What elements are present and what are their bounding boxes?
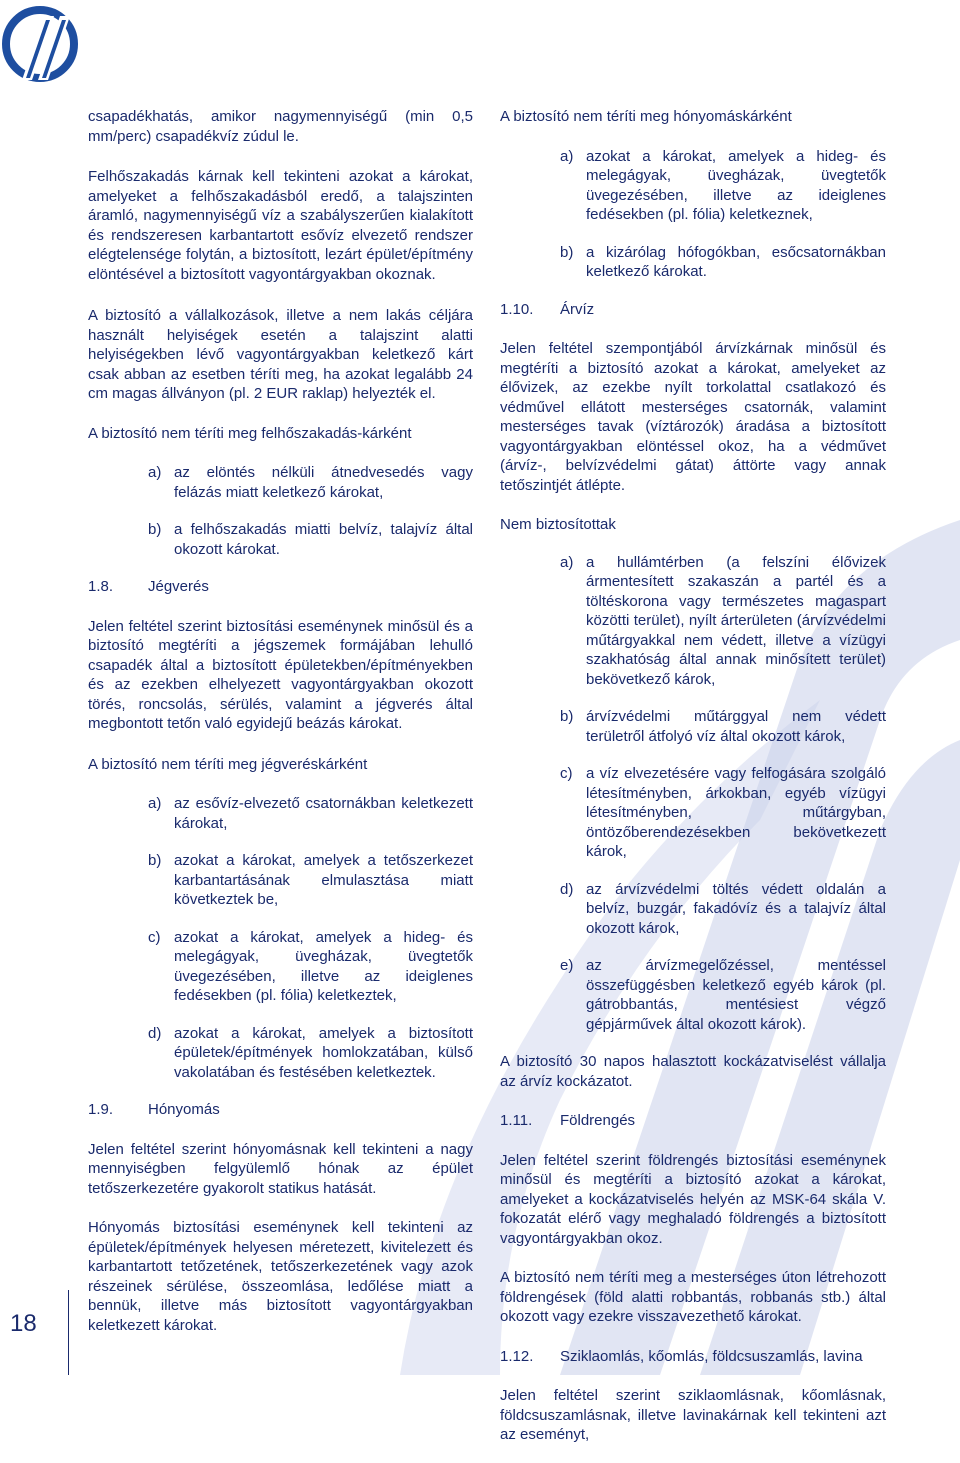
list-item: b) a kizárólag hófogókban, esőcsatornákban keletkező károkat.: [560, 243, 886, 280]
list-item: e) az árvízmegelőzéssel, mentéssel összefüggésben keletkező egyéb károk (pl. gátrobbantás, mentésiest végző gépjárművek által okozott károk).: [560, 957, 886, 1033]
paragraph: Jelen feltétel szerint hónyomásnak kell tekinteni a nagy mennyiségben felgyülemlő hónak az épület tetőszerkezetére gyakorolt statikus hatását.: [88, 1140, 473, 1197]
paragraph: Jelen feltétel szerint biztosítási eseménynek minősül és a biztosító megtéríti a jégszemek formájában lehulló csapadék által a biztosított épületekben/építményekben és az ezekben elhelyezett vagyontárgyakban okozott törés, roncsolás, sérülés, valamint a jégverés által megbontott tetőn való egyidejű beázás károkat.: [88, 617, 473, 732]
exclusion-list: [88, 794, 473, 1082]
paragraph: Jelen feltétel szerint sziklaomlásnak, kőomlásnak, földcsuszamlásnak, illetve lavinakárnak kell tekinteni azt az eseményt,: [500, 1387, 886, 1443]
list-item: a) azokat a károkat, amelyek a hideg- és melegágyak, üvegházak, üvegtetők üvegezésében, illetve az ideiglenes fedésekben (pl. fólia) keletkeznek,: [560, 147, 886, 223]
section-heading: 1.11. Földrengés: [500, 1112, 636, 1129]
page-number: 18: [10, 1310, 37, 1337]
paragraph: csapadékhatás, amikor nagymennyiségű (min 0,5 mm/perc) csapadékvíz zúdul le.: [88, 108, 473, 145]
paragraph: Felhőszakadás kárnak kell tekinteni azokat a károkat, amelyeket a felhőszakadásból eredő, a talajszinten áramló, nagymennyiségű víz a szabályszerűen kialakított és rendszeresen karbantartott esővíz elvezető rendszer elégtelensége folytán, a biztosított, lezárt épület/építmény elöntésével a biztosított vagyontárgyakban okoznak.: [88, 168, 473, 283]
list-item: b) a felhőszakadás miatti belvíz, talajvíz által okozott károkat.: [148, 521, 473, 558]
left-column: [88, 107, 473, 1353]
paragraph: A biztosító nem téríti meg felhőszakadás-kárként: [88, 424, 412, 442]
list-item: a) az elöntés nélküli átnedvesedés vagy felázás miatt keletkező károkat,: [148, 464, 473, 501]
paragraph: Jelen feltétel szerint földrengés biztosítási eseménynek minősül és megtéríti a biztosító azokat a károkat, amelyeket a kockázatviselés helyén az MSK-64 skála V. fokozatát elérő vagy meghaladó földrengés a biztosított vagyontárgyakban okoz.: [500, 1151, 886, 1247]
list-item: c) a víz elvezetésére vagy felfogására szolgáló létesítményben, árkokban, egyéb vízügyi létesítményben, műtárgyban, öntözőberendezésekben bekövetkezett károk,: [560, 765, 886, 860]
section-heading: 1.12. Sziklaomlás, kőomlás, földcsuszamlás, lavina: [500, 1347, 863, 1365]
list-item: a) az esővíz-elvezető csatornákban keletkezett károkat,: [148, 795, 473, 832]
right-column: [500, 107, 886, 1463]
list-item: d) azokat a károkat, amelyek a biztosított épületek/építmények homlokzatában, külső vakolatában és festésében keletkeztek.: [148, 1024, 473, 1081]
paragraph: A biztosító nem téríti meg jégveréskárként: [88, 755, 368, 773]
paragraph: Nem biztosítottak: [500, 516, 616, 533]
list-item: b) árvízvédelmi műtárggyal nem védett területről átfolyó víz által okozott károk,: [560, 708, 886, 745]
section-heading: 1.10. Árvíz: [500, 300, 595, 318]
section-heading: 1.8. Jégverés: [88, 578, 209, 595]
company-logo: [0, 0, 82, 92]
paragraph: A biztosító nem téríti meg hónyomáskárként: [500, 108, 792, 125]
paragraph: A biztosító 30 napos halasztott kockázatviselést vállalja az árvíz kockázatot.: [500, 1053, 886, 1090]
exclusion-list: [500, 147, 886, 282]
paragraph: A biztosító a vállalkozások, illetve a nem lakás céljára használt helyiségek esetén a talajszint alatti helyiségekben lévő vagyontárgyakban keletkező kárt csak abban az esetben téríti meg, ha azokat legalább 24 cm magas állványon (pl. 2 EUR raklap) helyezték el.: [88, 307, 473, 402]
list-item: d) az árvízvédelmi töltés védett oldalán a belvíz, buzgár, fakadóvíz és a talajvíz által okozott károk,: [560, 880, 886, 937]
paragraph: Jelen feltétel szempontjából árvízkárnak minősül és megtéríti a biztosító azokat a károkat, amelyeket az élővizek, az ezekbe nyílt torkolattal csatlakozó és védművel ellátott mesterséges csatornák, valamint mesterséges tavak (víztározók) áradása a biztosított vagyontárgyakban elöntéssel okoz, ha a védművet (árvíz-, belvízvédelmi gátat) áttörte vagy annak tetőszintjét átlépte.: [500, 340, 886, 494]
exclusion-list: [88, 463, 473, 559]
page-number-divider: [68, 1290, 69, 1375]
list-item: b) azokat a károkat, amelyek a tetőszerkezet karbantartásának elmulasztása miatt következtek be,: [148, 852, 473, 908]
not-insured-list: [500, 553, 886, 1035]
list-item: a) a hullámtérben (a felszíni élővizek ármentesített szakaszán a partél és a töltéskorona vagy természetes magaspart közötti terület), nyílt árterületen (árvízvédelmi műtárgyakkal nem védett, illetve a vízügyi szakhatóság által annak minősített terület) bekövetkező károk,: [560, 553, 886, 688]
section-heading: 1.9. Hónyomás: [88, 1101, 220, 1118]
paragraph: Hónyomás biztosítási eseménynek kell tekinteni az épületek/építmények helyesen méretezett, kivitelezett és karbantartott tetőzetének, tetőszerkezetének vagy azok részeinek sérülése, összeomlása, ledőlése miatt a bennük, illetve más biztosított vagyontárgyakban keletkezett károkat.: [88, 1219, 473, 1334]
list-item: c) azokat a károkat, amelyek a hideg- és melegágyak, üvegházak, üvegtetők üvegezésében, illetve az ideiglenes fedésekben (pl. fólia) keletkeztek,: [148, 928, 473, 1004]
page-number-box: [0, 1290, 68, 1375]
paragraph: A biztosító nem téríti meg a mesterséges úton létrehozott földrengések (föld alatti robbantás, robbanás stb.) által okozott vagy ezekre visszavezethető károkat.: [500, 1269, 886, 1325]
